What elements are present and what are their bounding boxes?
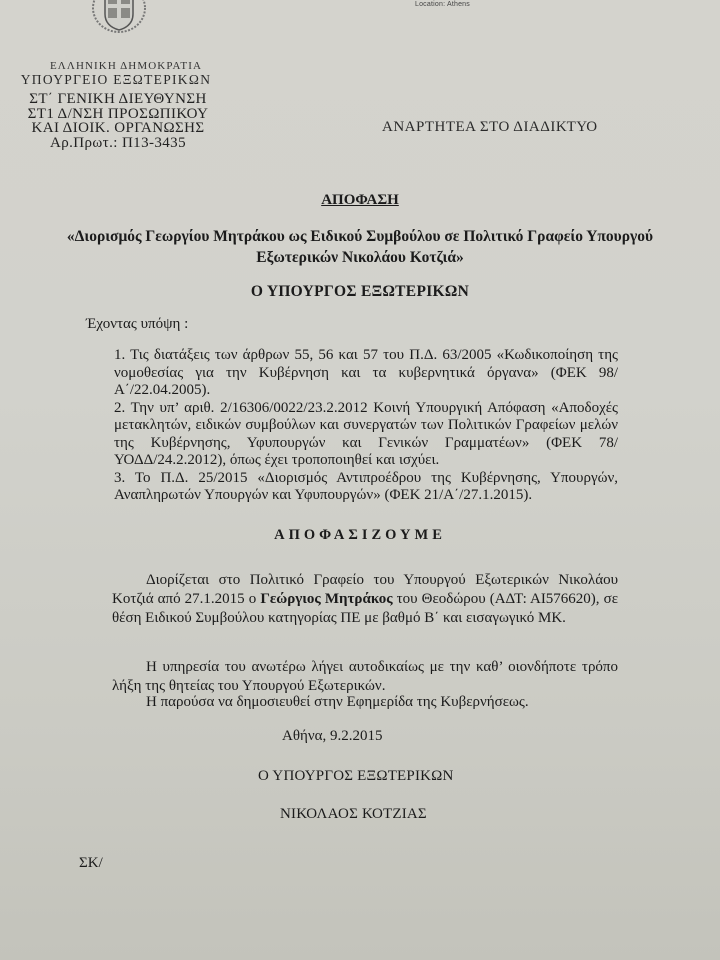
department-line: ΣΤ΄ ΓΕΝΙΚΗ ΔΙΕΥΘΥΝΣΗ bbox=[29, 91, 207, 107]
reference-item: 3. Το Π.Δ. 25/2015 «Διορισμός Αντιπροέδρου της Κυβέρνησης, Υπουργών, Αναπληρωτών Υπουργών και Υφυπουργών» (ΦΕΚ 21/Α΄/27.1.2015). bbox=[114, 469, 618, 503]
document-subject: «Διορισμός Γεωργίου Μητράκου ως Ειδικού Συμβούλου σε Πολιτικό Γραφείο Υπουργού Εξωτερικών Νικολάου Κοτζιά» bbox=[66, 228, 654, 266]
posting-note: ΑΝΑΡΤΗΤΕΑ ΣΤΟ ΔΙΑΔΙΚΤΥΟ bbox=[382, 119, 598, 135]
header-ministry: ΥΠΟΥΡΓΕΙΟ ΕΞΩΤΕΡΙΚΩΝ bbox=[20, 72, 212, 87]
greek-coat-of-arms-icon bbox=[90, 0, 148, 34]
reference-item: 1. Τις διατάξεις των άρθρων 55, 56 και 57 του Π.Δ. 63/2005 «Κωδικοποίηση της νομοθεσίας για την Κυβέρνηση και τα κυβερνητικά όργανα» (ΦΕΚ 98/Α΄/22.04.2005). bbox=[114, 347, 618, 398]
place-date: Αθήνα, 9.2.2015 bbox=[282, 728, 383, 744]
header-republic: ΕΛΛΗΝΙΚΗ ΔΗΜΟΚΡΑΤΙΑ bbox=[49, 60, 203, 72]
document-title: ΑΠΟΦΑΣΗ bbox=[321, 192, 399, 208]
considering-label: Έχοντας υπόψη : bbox=[86, 316, 189, 332]
reference-item: 2. Την υπ’ αριθ. 2/16306/0022/23.2.2012 Κοινή Υπουργική Απόφαση «Αποδοχές μετακλητών, ειδικών συμβούλων και συνεργατών των Πολιτικών Γραφείων μελών της Κυβέρνησης, Υφυπουργών και Γενικών Γραμματέων» (ΦΕΚ 78/ΥΟΔΔ/24.2.2012), όπως έχει τροποποιηθεί και ισχύει. bbox=[114, 399, 618, 468]
department-line: ΣΤ1 Δ/ΝΣΗ ΠΡΟΣΩΠΙΚΟΥ bbox=[27, 105, 209, 122]
references-list bbox=[114, 347, 618, 505]
publication-paragraph: Η παρούσα να δημοσιευθεί στην Εφημερίδα της Κυβερνήσεως. bbox=[146, 694, 529, 710]
department-line: ΚΑΙ ΔΙΟΙΚ. ΟΡΓΑΝΩΣΗΣ bbox=[31, 120, 205, 136]
signatory-name: ΝΙΚΟΛΑΟΣ ΚΟΤΖΙΑΣ bbox=[280, 806, 427, 822]
protocol-number: Αρ.Πρωτ.: Π13-3435 bbox=[50, 134, 186, 151]
appointee-name: Γεώργιος Μητράκος bbox=[260, 591, 393, 607]
author-initials: ΣΚ/ bbox=[79, 855, 103, 871]
appointment-text-after: του Θεοδώρου (ΑΔΤ: ΑΙ576620), σε θέση Ειδικού Συμβούλου κατηγορίας ΠΕ με βαθμό Β΄ και εισαγωγικό ΜΚ. bbox=[112, 591, 619, 626]
appointment-text-before: Διορίζεται στο Πολιτικό Γραφείο του Υπουργού Εξωτερικών Νικολάου Κοτζιά από 27.1.2015 ο bbox=[112, 572, 618, 607]
appointment-paragraph bbox=[112, 571, 618, 628]
termination-text: Η υπηρεσία του ανωτέρω λήγει αυτοδικαίως με την καθ’ οιονδήποτε τρόπο λήξη της θητείας του Υπουργού Εξωτερικών. bbox=[112, 659, 618, 694]
signatory-title: Ο ΥΠΟΥΡΓΟΣ ΕΞΩΤΕΡΙΚΩΝ bbox=[258, 768, 454, 784]
header-department bbox=[20, 92, 216, 150]
location-stamp: Location: Athens bbox=[415, 1, 470, 8]
termination-paragraph bbox=[112, 658, 618, 696]
issuer-heading: Ο ΥΠΟΥΡΓΟΣ ΕΞΩΤΕΡΙΚΩΝ bbox=[250, 283, 470, 300]
decision-heading: ΑΠΟΦΑΣΙΖΟΥΜΕ bbox=[274, 527, 446, 543]
